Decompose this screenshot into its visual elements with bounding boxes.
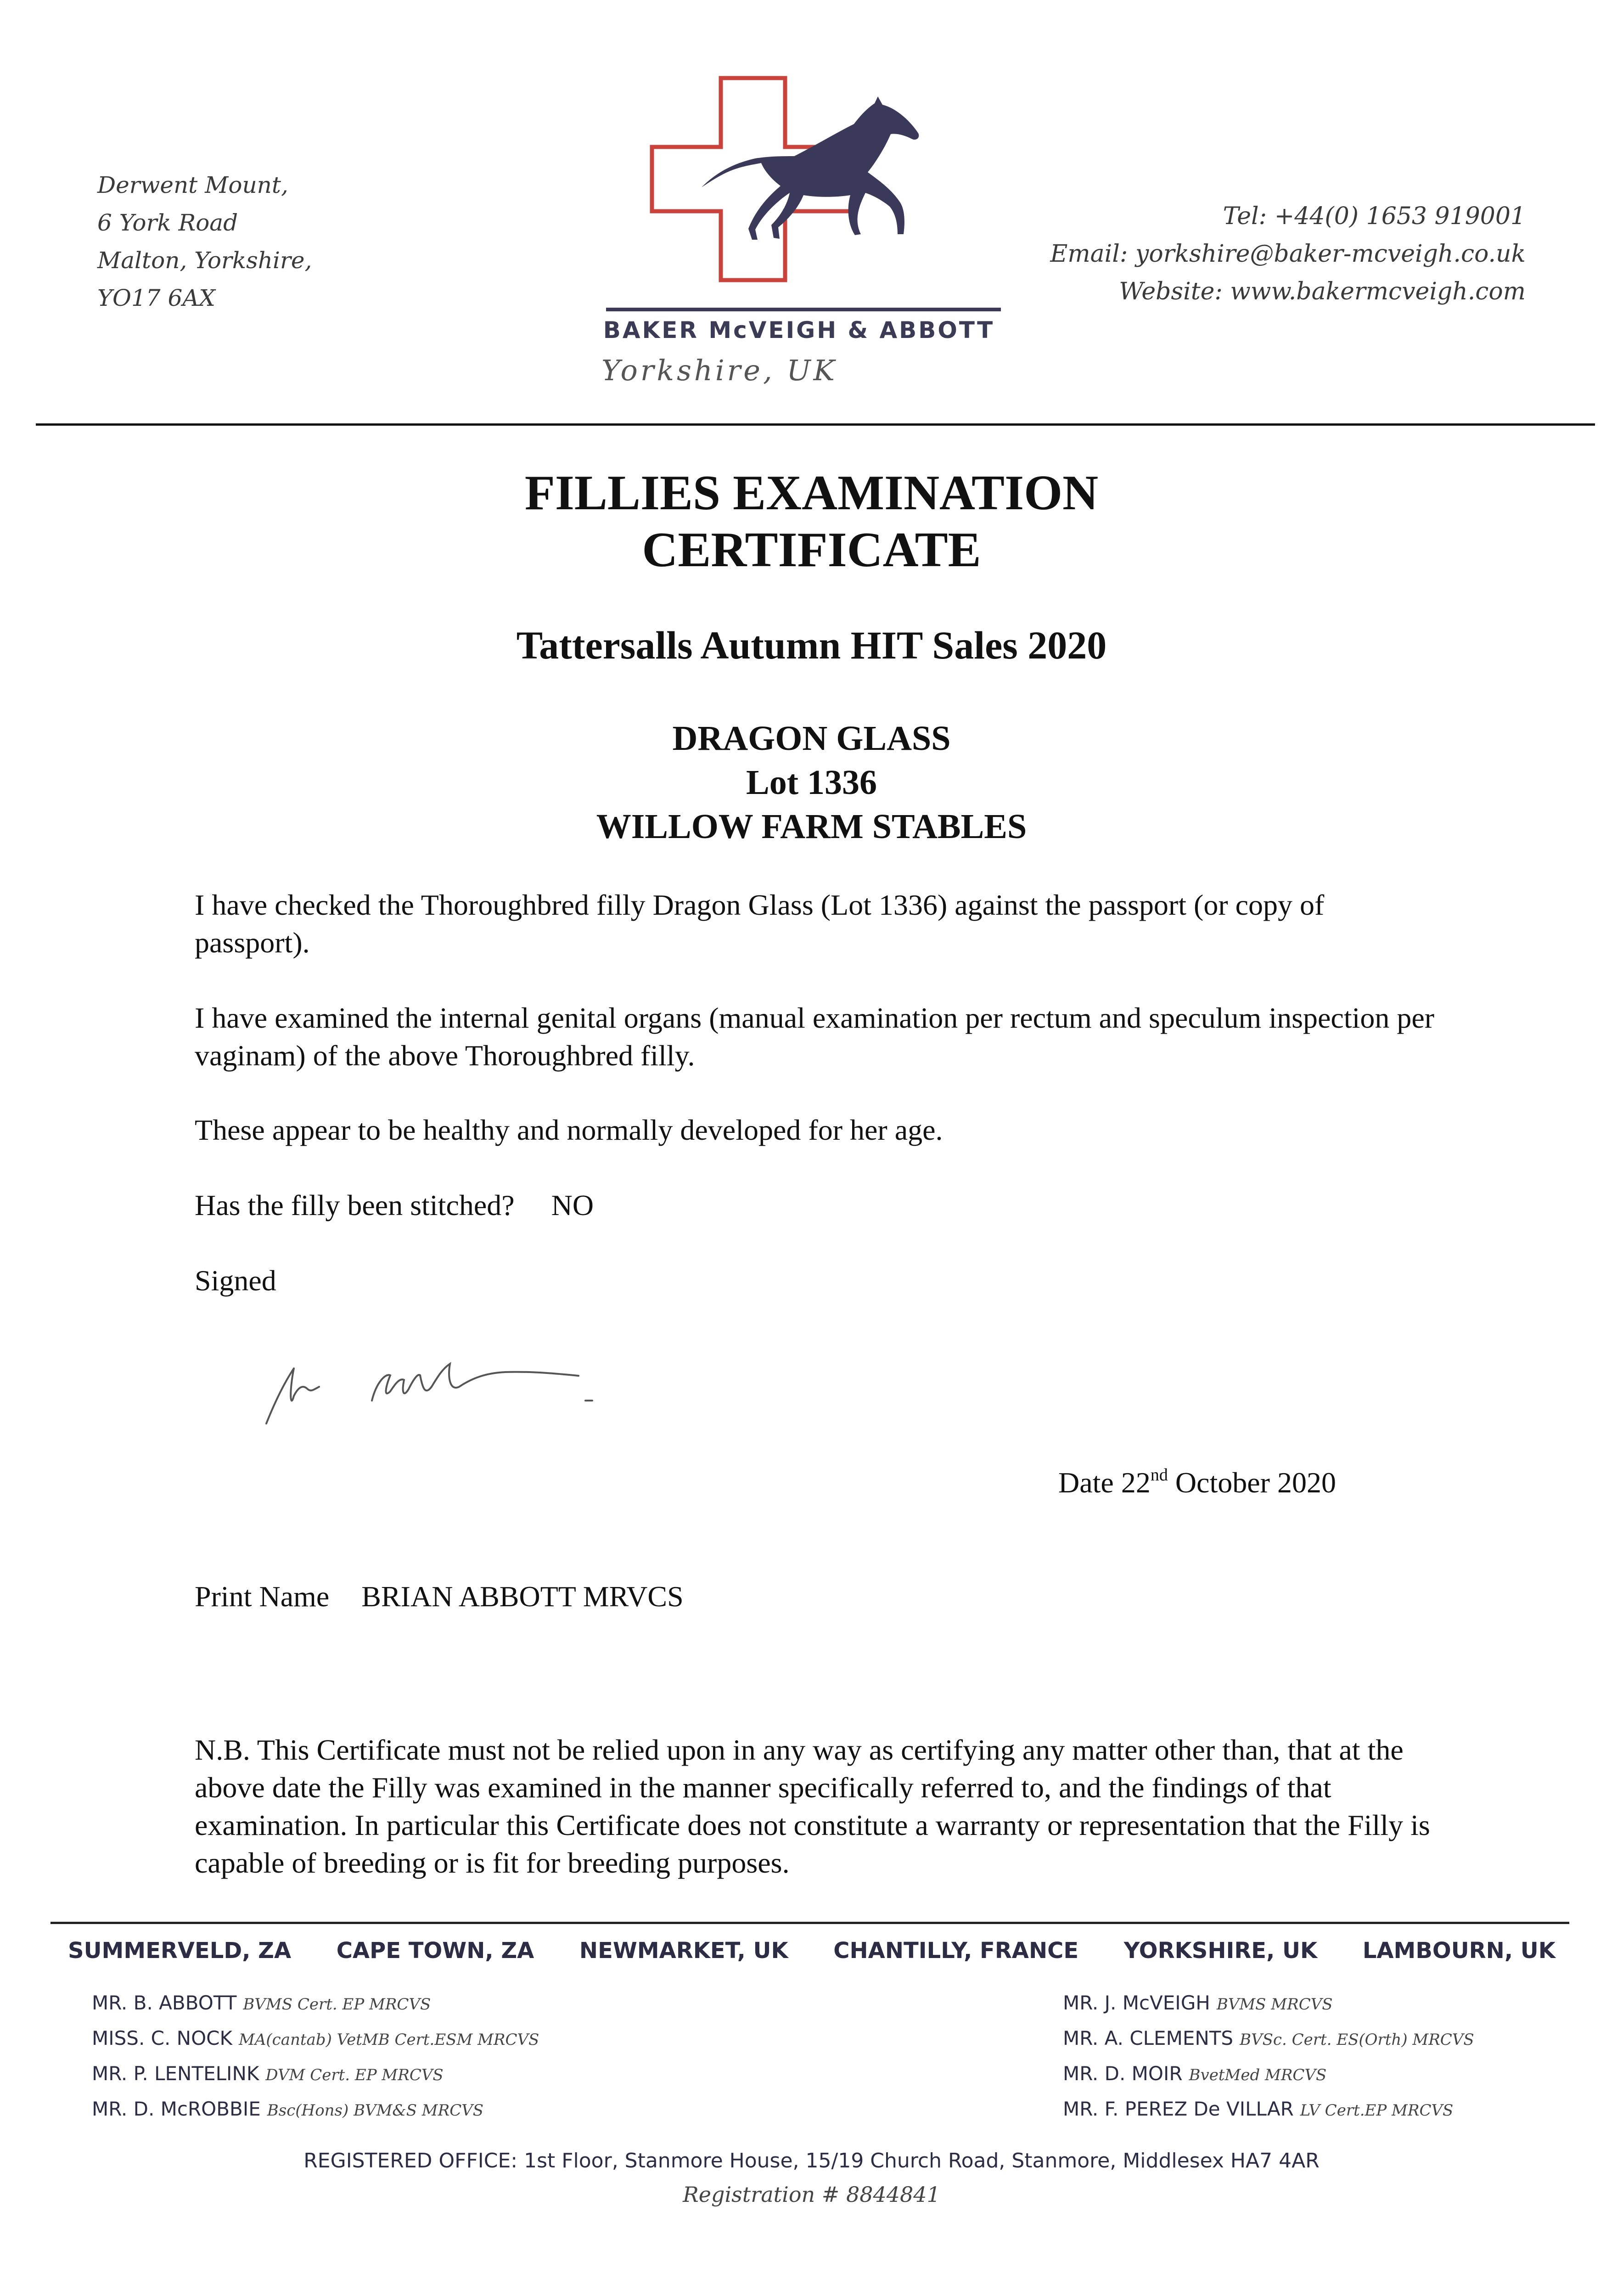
logo-underline: [606, 308, 1001, 311]
horse-icon: [702, 96, 919, 240]
vet-name: MR. B. ABBOTT: [92, 1992, 237, 2014]
print-name-label: Print Name: [195, 1580, 330, 1613]
signature-image: [257, 1332, 597, 1442]
print-name-value: BRIAN ABBOTT MRVCS: [361, 1580, 684, 1613]
vet-entry: [1063, 2057, 1474, 2092]
contact-phone: Tel: +44(0) 1653 919001: [1223, 203, 1526, 230]
examination-statement: I have examined the internal genital organs (manual examination per rectum and speculum inspection per vaginam) of the above Thoroughbred filly.: [195, 1002, 1435, 1072]
vet-qualifications: BVSc. Cert. ES(Orth) MRCVS: [1240, 2031, 1474, 2049]
certificate-title-line2: CERTIFICATE: [642, 523, 981, 577]
vet-name: MR. P. LENTELINK: [92, 2062, 259, 2085]
vet-qualifications: LV Cert.EP MRCVS: [1300, 2101, 1454, 2120]
logo-company-name: BAKER McVEIGH & ABBOTT: [603, 317, 995, 343]
lot-number: Lot 1336: [746, 763, 877, 802]
vet-name: MR. D. McROBBIE: [92, 2098, 261, 2120]
vet-entry: [92, 2057, 539, 2092]
date-label: Date: [1058, 1466, 1114, 1499]
date-rest: October 2020: [1175, 1466, 1336, 1499]
date-suffix: nd: [1150, 1465, 1168, 1485]
vet-entry: [92, 2021, 539, 2057]
office-location: CHANTILLY, FRANCE: [833, 1938, 1079, 1964]
office-location: SUMMERVELD, ZA: [68, 1938, 292, 1964]
company-logo: [597, 69, 1010, 326]
vet-name: MR. D. MOIR: [1063, 2062, 1183, 2085]
vet-qualifications: BVMS MRCVS: [1216, 1995, 1333, 2014]
vet-entry: [1063, 2092, 1474, 2127]
footer-divider: [51, 1922, 1569, 1924]
logo-location: Yorkshire, UK: [601, 354, 837, 387]
vet-name: MR. J. McVEIGH: [1063, 1992, 1210, 2014]
registration-number: Registration # 8844841: [683, 2182, 940, 2207]
date-day: 22: [1121, 1466, 1151, 1499]
company-address: [97, 166, 312, 317]
examination-date: [1058, 1465, 1336, 1500]
vet-name: MR. A. CLEMENTS: [1063, 2027, 1234, 2049]
registered-office: REGISTERED OFFICE: 1st Floor, Stanmore House, 15/19 Church Road, Stanmore, Middlesex HA7 4AR: [303, 2149, 1320, 2172]
sale-name: Tattersalls Autumn HIT Sales 2020: [516, 623, 1107, 667]
vet-list-left: [92, 1986, 539, 2127]
vet-name: MR. F. PEREZ De VILLAR: [1063, 2098, 1294, 2120]
certificate-title-line1: FILLIES EXAMINATION: [524, 466, 1099, 520]
contact-website: Website: www.bakermcveigh.com: [1119, 278, 1526, 305]
office-location: YORKSHIRE, UK: [1123, 1938, 1318, 1964]
vet-qualifications: BVMS Cert. EP MRCVS: [243, 1995, 431, 2014]
office-location: NEWMARKET, UK: [579, 1938, 788, 1964]
stitched-question: Has the filly been stitched?: [195, 1189, 515, 1221]
disclaimer-note: N.B. This Certificate must not be relied upon in any way as certifying any matter other than, that at the above date the Filly was examined in the manner specifically referred to, and the findings of that examination. In particular this Certificate does not constitute a warranty or representation that the Filly is capable of breeding or is fit for breeding purposes.: [195, 1733, 1430, 1879]
horse-name: DRAGON GLASS: [672, 719, 951, 758]
address-line: 6 York Road: [97, 209, 238, 236]
vet-entry: [92, 1986, 539, 2021]
office-locations: [68, 1938, 1556, 1964]
findings-statement: These appear to be healthy and normally developed for her age.: [195, 1114, 943, 1146]
address-line: Derwent Mount,: [97, 172, 288, 198]
vet-entry: [1063, 1986, 1474, 2021]
vet-qualifications: MA(cantab) VetMB Cert.ESM MRCVS: [239, 2031, 539, 2049]
contact-email: Email: yorkshire@baker-mcveigh.co.uk: [1050, 240, 1526, 268]
address-line: YO17 6AX: [97, 285, 216, 311]
office-location: CAPE TOWN, ZA: [336, 1938, 534, 1964]
signed-label: Signed: [195, 1264, 276, 1297]
vet-qualifications: Bsc(Hons) BVM&S MRCVS: [267, 2101, 484, 2120]
vet-list-right: [1063, 1986, 1474, 2127]
vet-qualifications: BvetMed MRCVS: [1189, 2066, 1327, 2084]
print-name-row: [195, 1580, 684, 1614]
address-line: Malton, Yorkshire,: [97, 247, 312, 274]
vet-name: MISS. C. NOCK: [92, 2027, 233, 2049]
stitched-question-row: [195, 1187, 1443, 1224]
vet-entry: [1063, 2021, 1474, 2057]
header-divider: [36, 423, 1595, 426]
stable-name: WILLOW FARM STABLES: [596, 807, 1027, 846]
company-contact: [1050, 197, 1526, 310]
vet-qualifications: DVM Cert. EP MRCVS: [265, 2066, 444, 2084]
passport-check-statement: I have checked the Thoroughbred filly Dragon Glass (Lot 1336) against the passport (or copy of passport).: [195, 889, 1325, 959]
stitched-answer: NO: [551, 1189, 594, 1221]
office-location: LAMBOURN, UK: [1362, 1938, 1556, 1964]
vet-entry: [92, 2092, 539, 2127]
